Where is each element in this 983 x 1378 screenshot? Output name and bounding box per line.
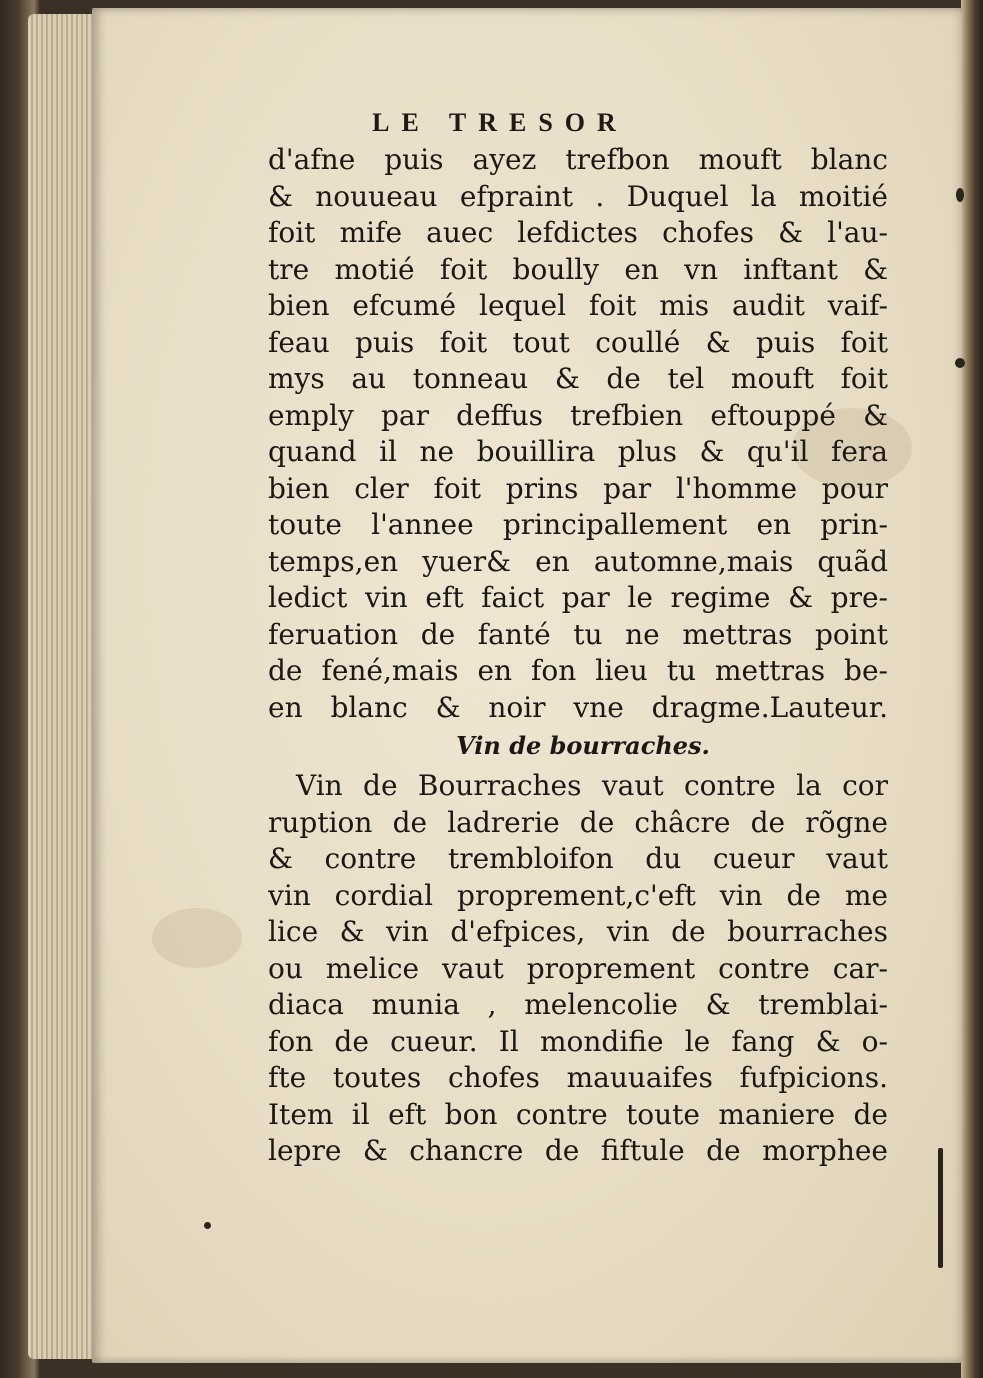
text-line: fte toutes chofes mauuaifes fufpicions. <box>268 1061 888 1094</box>
text-line: bien efcumé lequel foit mis audit vaif- <box>268 289 888 322</box>
text-line: ruption de ladrerie de châcre de rõgne <box>268 805 888 839</box>
text-line: feau puis foit tout coullé & puis foit <box>268 325 888 359</box>
text-line: tre motié foit boully en vn inftant & <box>268 252 888 286</box>
text-line: Item il eft bon contre toute maniere de <box>268 1097 888 1131</box>
text-line: Vin de Bourraches vaut contre la cor <box>296 769 888 802</box>
facing-page-edge <box>961 0 983 1378</box>
section-heading: Vin de bourraches. <box>456 731 710 760</box>
text-line: toute l'annee principallement en prin- <box>268 508 888 541</box>
ink-dot <box>955 358 965 368</box>
text-line: quand il ne bouillira plus & qu'il fera <box>268 435 888 468</box>
text-line: bien cler foit prins par l'homme pour <box>268 471 888 505</box>
text-line: temps,en yuer& en automne,mais quãd <box>268 544 888 578</box>
text-line: vin cordial proprement,c'eft vin de me <box>268 878 888 912</box>
body-text <box>268 142 888 1170</box>
ink-dot <box>204 1222 211 1229</box>
text-line: lepre & chancre de fiftule de morphee <box>268 1134 888 1167</box>
text-line: & nouueau efpraint . Duquel la moitié <box>268 179 888 213</box>
text-line: d'afne puis ayez trefbon mouft blanc <box>268 143 888 176</box>
text-line: fon de cueur. Il mondifie le fang & o- <box>268 1024 888 1058</box>
ink-stroke <box>938 1148 943 1268</box>
text-line: feruation de fanté tu ne mettras point <box>268 617 888 651</box>
text-line: & contre trembloifon du cueur vaut <box>268 842 888 875</box>
text-line: ou melice vaut proprement contre car- <box>268 951 888 985</box>
ink-dot <box>956 188 964 202</box>
text-line: diaca munia , melencolie & tremblai- <box>268 988 888 1021</box>
text-line: en blanc & noir vne dragme.Lauteur. <box>268 690 888 724</box>
text-line: mys au tonneau & de tel mouft foit <box>268 362 888 395</box>
page-edges <box>28 14 98 1359</box>
text-line: ledict vin eft faict par le regime & pre- <box>268 581 888 614</box>
text-line: foit mife auec lefdictes chofes & l'au- <box>268 216 888 249</box>
stain <box>152 908 242 968</box>
text-line: emply par deffus trefbien eftouppé & <box>268 398 888 432</box>
running-head: LE TRESOR <box>372 108 628 137</box>
text-line: lice & vin d'efpices, vin de bourraches <box>268 915 888 948</box>
text-line: de fené,mais en fon lieu tu mettras be- <box>268 654 888 687</box>
